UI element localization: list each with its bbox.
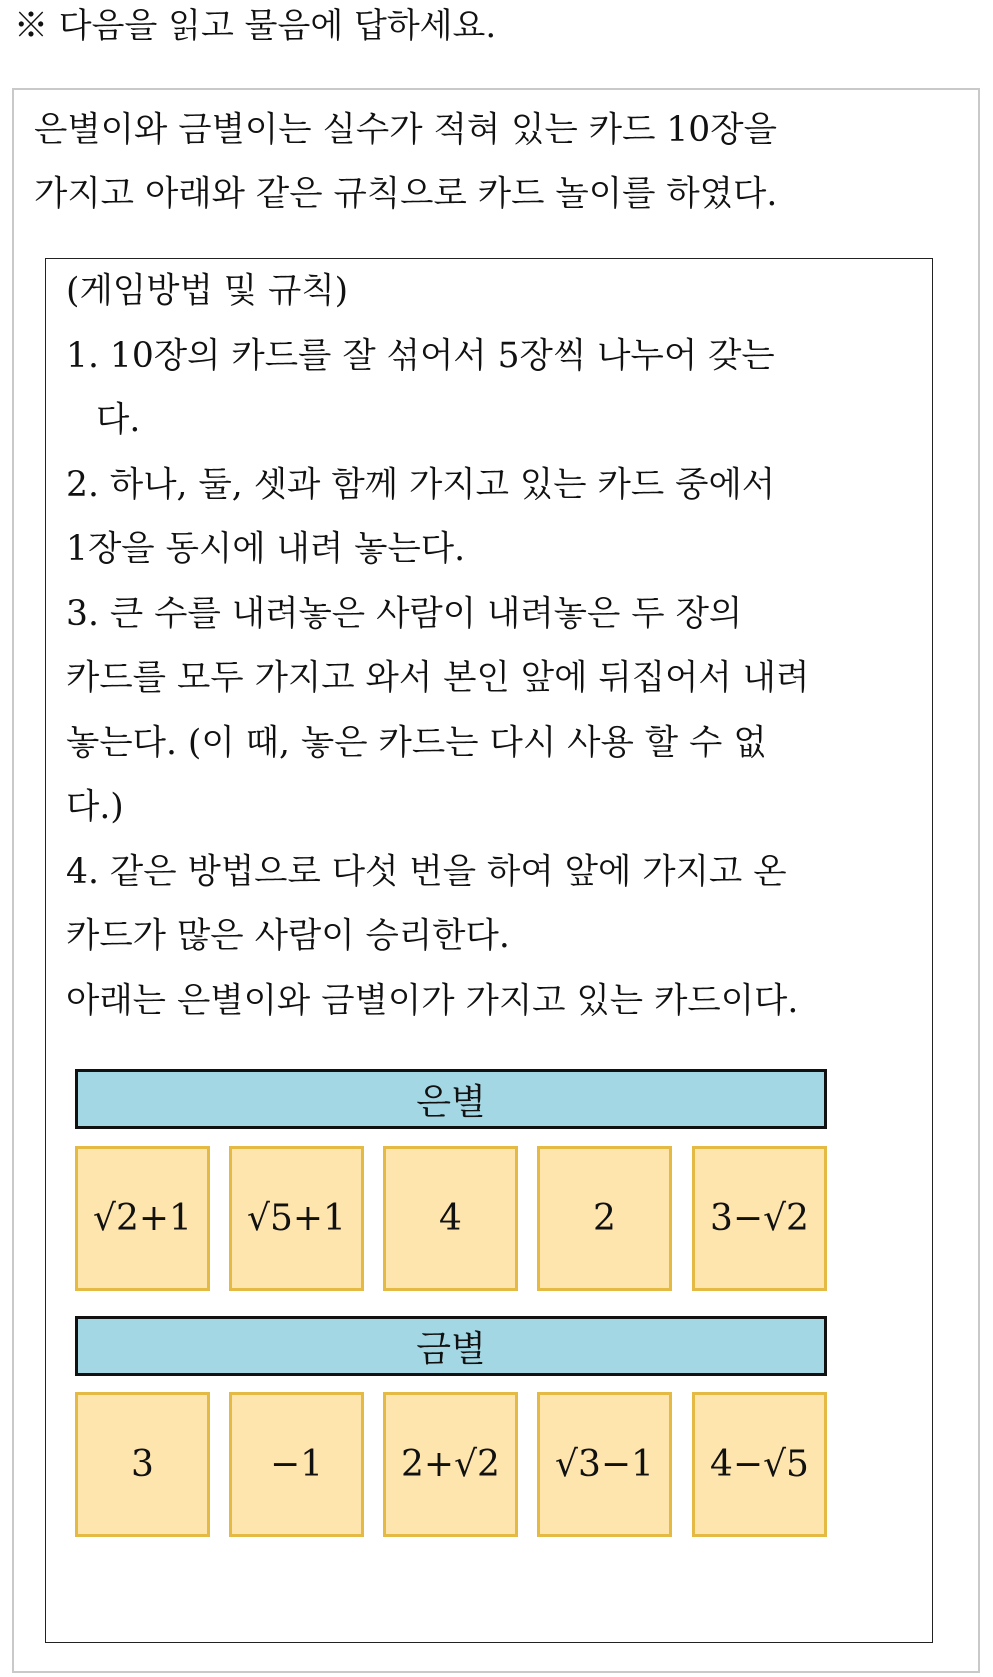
intro-paragraph [34, 98, 954, 226]
rule-line: 2. 하나, 둘, 셋과 함께 가지고 있는 카드 중에서 [66, 464, 776, 505]
rule-line: 3. 큰 수를 내려놓은 사람이 내려놓은 두 장의 [66, 593, 743, 634]
rules-title: (게임방법 및 규칙) [66, 271, 349, 311]
rule-line: 아래는 은별이와 금별이가 가지고 있는 카드이다. [66, 980, 799, 1021]
rule-line: 다.) [66, 787, 124, 827]
rule-line: 놓는다. (이 때, 놓은 카드는 다시 사용 할 수 없 [66, 722, 767, 763]
card-row-geumbyeol [75, 1392, 827, 1537]
rule-line: 카드를 모두 가지고 와서 본인 앞에 뒤집어서 내려 [66, 658, 810, 698]
instruction-header: ※ 다음을 읽고 물음에 답하세요. [14, 6, 497, 46]
player-name-geumbyeol: 금별 [75, 1316, 827, 1376]
rules-text [66, 259, 926, 1033]
card-row-eunbyeol [75, 1146, 827, 1291]
number-card: √3−1 [537, 1392, 672, 1537]
number-card: 2+√2 [383, 1392, 518, 1537]
number-card: −1 [229, 1392, 364, 1537]
rule-line: 카드가 많은 사람이 승리한다. [66, 916, 510, 956]
rule-line: 다. [96, 400, 141, 440]
number-card: √5+1 [229, 1146, 364, 1291]
number-card: 4−√5 [692, 1392, 827, 1537]
number-card: 3−√2 [692, 1146, 827, 1291]
player-name-eunbyeol: 은별 [75, 1069, 827, 1129]
intro-line: 가지고 아래와 같은 규칙으로 카드 놀이를 하였다. [34, 174, 778, 214]
rule-line: 1. 10장의 카드를 잘 섞어서 5장씩 나누어 갖는 [66, 335, 775, 376]
number-card: 4 [383, 1146, 518, 1291]
intro-line: 은별이와 금별이는 실수가 적혀 있는 카드 10장을 [34, 110, 777, 150]
number-card: 3 [75, 1392, 210, 1537]
number-card: √2+1 [75, 1146, 210, 1291]
rule-line: 4. 같은 방법으로 다섯 번을 하여 앞에 가지고 온 [66, 851, 787, 892]
problem-box [12, 88, 980, 1673]
rules-box [45, 258, 933, 1643]
number-card: 2 [537, 1146, 672, 1291]
rule-line: 1장을 동시에 내려 놓는다. [66, 529, 466, 569]
